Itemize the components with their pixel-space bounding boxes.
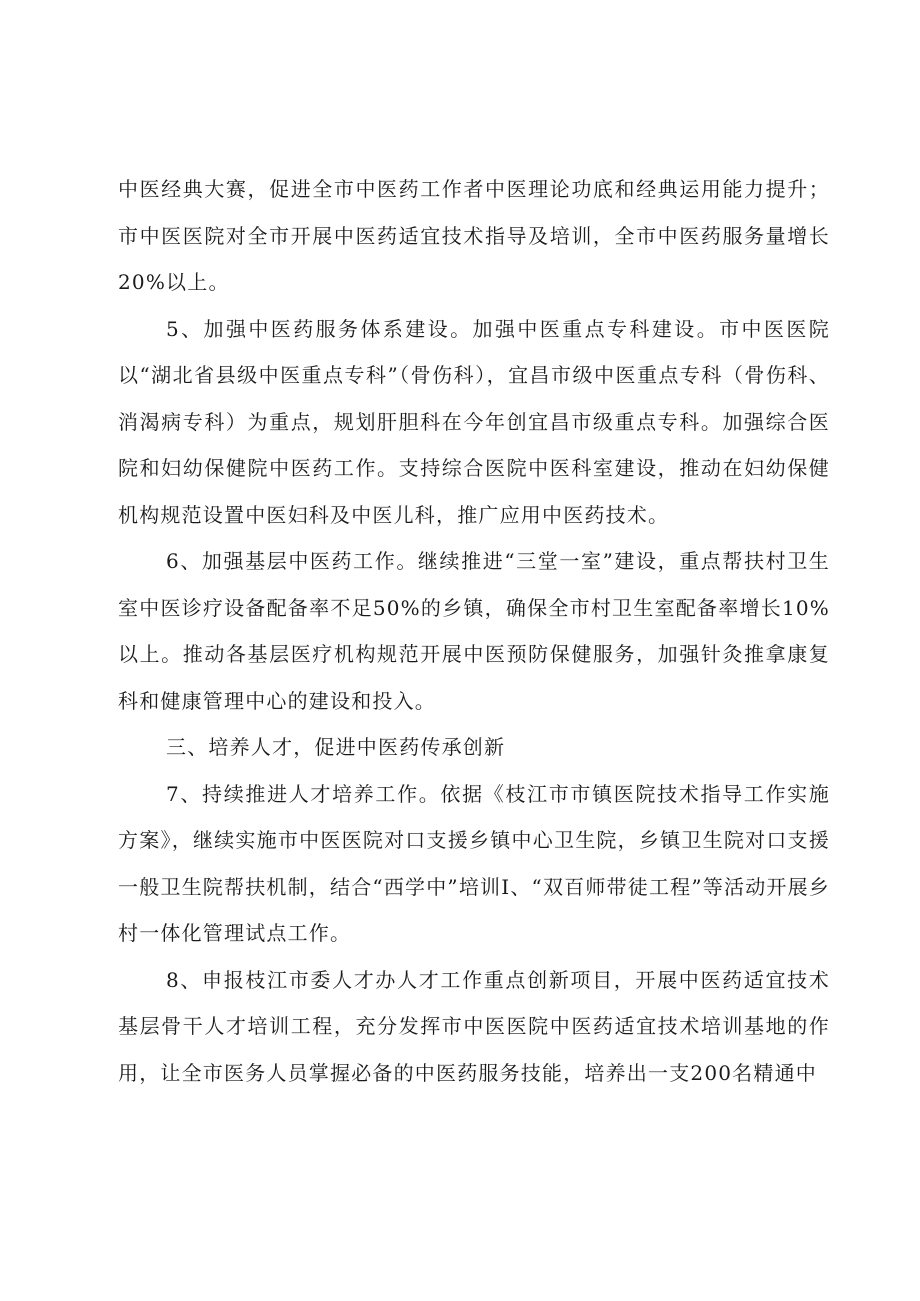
paragraph-continuation: 中医经典大赛，促进全市中医药工作者中医理论功底和经典运用能力提升；市中医医院对全市开展中医药适宜技术指导及培训，全市中医药服务量增长20%以上。 (118, 177, 830, 294)
paragraph-item-5: 5、加强中医药服务体系建设。加强中医重点专科建设。市中医医院以“湖北省县级中医重点专科”（骨伤科），宜昌市级中医重点专科（骨伤科、消渴病专科）为重点，规划肝胆科在今年创宜昌市级重点专科。加强综合医院和妇幼保健院中医药工作。支持综合医院中医科室建设，推动在妇幼保健机构规范设置中医妇科及中医儿科，推广应用中医药技术。 (118, 316, 830, 527)
section-heading-3: 三、培养人才，促进中医药传承创新 (166, 735, 506, 759)
document-body (118, 166, 830, 1096)
paragraph-item-8: 8、申报枝江市委人才办人才工作重点创新项目，开展中医药适宜技术基层骨干人才培训工程，充分发挥市中医医院中医药适宜技术培训基地的作用，让全市医务人员掌握必备的中医药服务技能，培养出一支200名精通中 (118, 967, 830, 1085)
paragraph-item-6: 6、加强基层中医药工作。继续推进“三堂一室”建设，重点帮扶村卫生室中医诊疗设备配备率不足50%的乡镇，确保全市村卫生室配备率增长10%以上。推动各基层医疗机构规范开展中医预防保健服务，加强针灸推拿康复科和健康管理中心的建设和投入。 (118, 549, 830, 713)
paragraph-item-7: 7、持续推进人才培养工作。依据《枝江市市镇医院技术指导工作实施方案》，继续实施市中医医院对口支援乡镇中心卫生院，乡镇卫生院对口支援一般卫生院帮扶机制，结合“西学中”培训Ⅰ、“双百师带徒工程”等活动开展乡村一体化管理试点工作。 (118, 781, 830, 945)
